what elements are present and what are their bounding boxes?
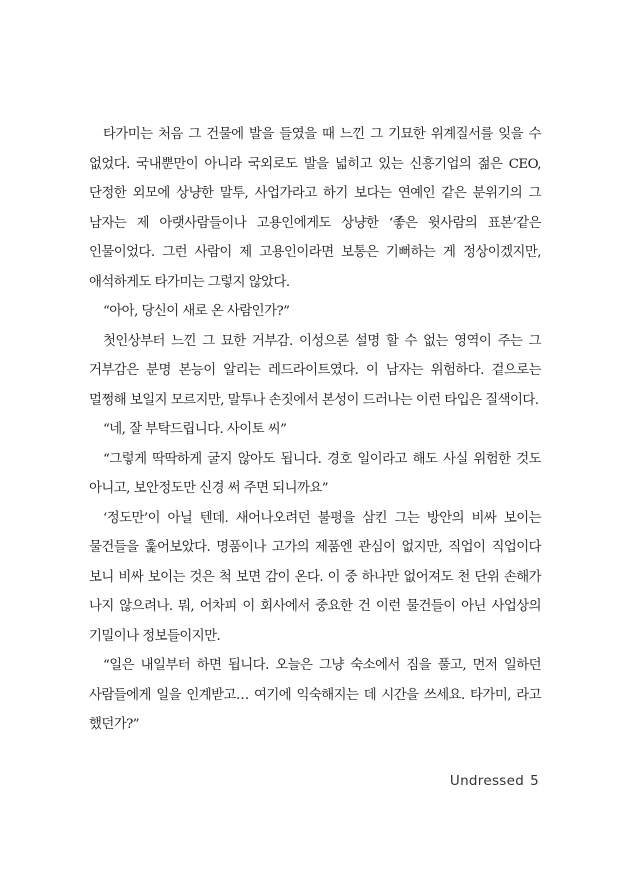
paragraph-2: “아아, 당신이 새로 온 사람인가?” [103,304,290,319]
paragraph-1: 타가미는 처음 그 건물에 발을 들였을 때 느낀 그 기묘한 위계질서를 잊을 수 없었다. 국내뿐만이 아니라 국외로도 발을 넓히고 있는 신흥기업의 젊은 CEO, 단정한 외모에 상냥한 말투, 사업가라고 하기 보다는 연예인 같은 분위기의 그 남자는 제 아랫사람들이나 고용인에게도 상냥한 ‘좋은 윗사람의 표본’같은 인물이었다. 그런 사람이 제 고용인이라면 보통은 기뻐하는 게 정상이겠지만, 애석하게도 타가미는 그렇지 않았다. [89,127,541,290]
paragraph-4: “네, 잘 부탁드립니다. 사이토 씨” [103,422,287,437]
paragraph-3: 첫인상부터 느낀 그 묘한 거부감. 이성으론 설명 할 수 없는 영역이 주는 그 거부감은 분명 본능이 알리는 레드라이트였다. 이 남자는 위험하다. 겉으로는 멀쩡해 보일지 모르지만, 말투나 손짓에서 본성이 드러나는 이런 타입은 질색이다. [89,333,541,408]
page-footer [450,773,539,789]
paragraph-6: ‘정도만’이 아닐 텐데. 새어나오려던 불평을 삼킨 그는 방안의 비싸 보이는 물건들을 훑어보았다. 명품이나 고가의 제품엔 관심이 없지만, 직업이 직업이다 보니 비싸 보이는 것은 척 보면 감이 온다. 이 중 하나만 없어져도 천 단위 손해가 나지 않으려나. 뭐, 어차피 이 회사에서 중요한 건 이런 물건들이 아닌 사업상의 기밀이나 정보들이지만. [89,510,541,644]
page-number: 5 [530,773,539,789]
paragraph-5: “그렇게 딱딱하게 굴지 않아도 됩니다. 경호 일이라고 해도 사실 위험한 것도 아니고, 보안정도만 신경 써 주면 되니까요” [89,451,541,496]
paragraph-7: “일은 내일부터 하면 됩니다. 오늘은 그냥 숙소에서 짐을 풀고, 먼저 일하던 사람들에게 일을 인계받고… 여기에 익숙해지는 데 시간을 쓰세요. 타가미, 라고 했던가?” [89,658,541,732]
book-title: Undressed [449,773,525,789]
body-text [89,120,541,740]
